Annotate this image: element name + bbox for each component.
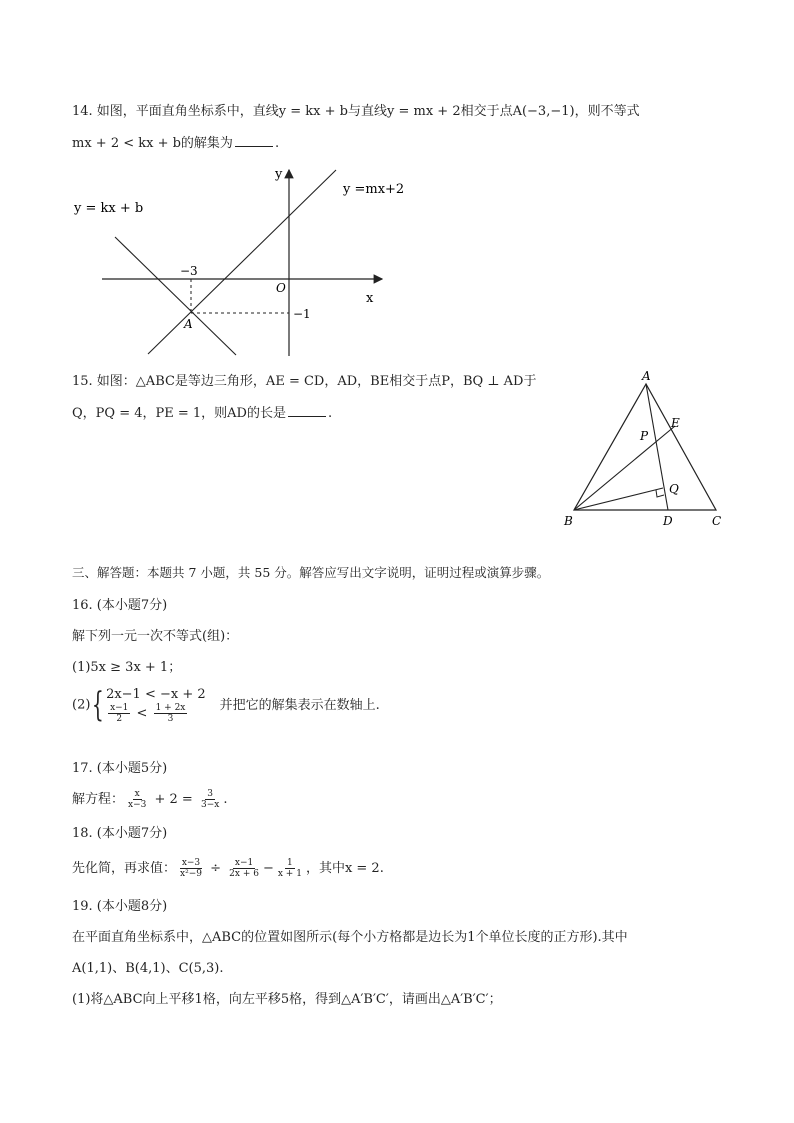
fraction: $\frac{x-1}{2x + 6}$ [229, 858, 259, 879]
fraction: $\frac{1}{x + 1}$ [277, 858, 302, 879]
q17-mid: + 2 = [154, 792, 193, 807]
label-neg3: −3 [180, 264, 198, 278]
q15-line2-end: . [327, 406, 333, 421]
q19-line1: 在平面直角坐标系中，△ABC的位置如图所示(每个小方格都是边长为1个单位长度的正方形).其中 [72, 930, 628, 945]
q17-prefix: 解方程： [72, 792, 125, 807]
q18-expression: 先化简，再求值： $\frac{x-3}{\text{x²−9}}$ ÷ $\frac{x-1}{2x + 6}$ − $\frac{1}{x + 1}$ ，其中x = 2. [72, 858, 384, 879]
point-d: D [663, 514, 673, 528]
point-p: P [640, 429, 649, 443]
q14-answer-blank [235, 134, 273, 147]
q15-answer-blank [288, 404, 326, 417]
q14-line2 [72, 134, 279, 153]
vertex-b: B [564, 514, 573, 528]
inequality-system [106, 686, 206, 724]
q18-tail: ，其中x = 2. [305, 861, 384, 876]
q14-line1: 14. 如图，平面直角坐标系中，直线y = kx + b与直线y = mx + 2相交于点A(−3,−1)，则不等式 [72, 104, 640, 119]
system-line1: 2x−1 < −x + 2 [106, 687, 206, 702]
q16-intro: 解下列一元一次不等式(组)： [72, 629, 239, 644]
q15-line1: 15. 如图：△ABC是等边三角形，AE = CD，AD，BE相交于点P，BQ ⊥ AD于 [72, 374, 537, 389]
label-origin: O [276, 281, 286, 295]
label-point-a: A [184, 317, 193, 331]
q17-title: 17. (本小题5分) [72, 761, 168, 776]
section3-heading: 三、解答题：本题共 7 小题，共 55 分。解答应写出文字说明，证明过程或演算步骤。 [72, 565, 550, 580]
q16-title: 16. (本小题7分) [72, 598, 168, 613]
q16-part2 [72, 686, 380, 724]
q17-equation: 解方程： $\frac{x}{x-3}$ + 2 = $\frac{3}{3-x}$ . [72, 789, 228, 810]
point-q: Q [669, 482, 679, 496]
label-x: x [366, 291, 374, 306]
q18-prefix: 先化简，再求值： [72, 861, 177, 876]
system-brace: { [92, 685, 105, 725]
fraction: $\frac{1 + 2x}{3}$ [155, 703, 186, 724]
q15-line2-text: Q，PQ = 4，PE = 1，则AD的长是 [72, 406, 286, 421]
q16-part1: (1)5x ≥ 3x + 1； [72, 660, 182, 675]
q19-line3: (1)将△ABC向上平移1格，向左平移5格，得到△A′B′C′，请画出△A′B′C′； [72, 992, 502, 1007]
fraction: $\frac{3}{3-x}$ [200, 789, 220, 810]
q19-line2: A(1,1)、B(4,1)、C(5,3). [72, 961, 224, 976]
fraction: $\frac{x}{x-3}$ [128, 789, 147, 810]
line-kx-b [115, 237, 236, 355]
q14-line2-end: . [274, 136, 280, 151]
q19-title: 19. (本小题8分) [72, 899, 168, 914]
fraction: $\frac{x-1}{2}$ [110, 703, 129, 724]
q16-part2-tail: 并把它的解集表示在数轴上. [219, 697, 380, 713]
label-y: y [275, 167, 283, 182]
vertex-c: C [712, 514, 722, 528]
right-angle-mark [656, 490, 664, 497]
label-mx-2: y =mx+2 [343, 182, 405, 197]
triangle-abc [574, 384, 716, 510]
label-kx-b: y = kx + b [74, 201, 144, 216]
label-neg1: −1 [293, 307, 311, 321]
line-mx-2 [148, 170, 336, 354]
system-line2: $\frac{x-1}{2}$ < $\frac{1 + 2x}{3}$ [110, 703, 186, 724]
q15-figure [560, 366, 730, 536]
q14-line2-text: mx + 2 < kx + b的解集为 [72, 136, 233, 151]
q18-title: 18. (本小题7分) [72, 826, 168, 841]
vertex-a: A [642, 369, 651, 383]
fraction: $\frac{x-3}{\text{x²−9}}$ [180, 858, 202, 879]
q16-part2-label: (2) [72, 697, 91, 713]
point-e: E [671, 416, 680, 430]
q15-line2 [72, 404, 332, 423]
q14-figure [70, 162, 420, 362]
